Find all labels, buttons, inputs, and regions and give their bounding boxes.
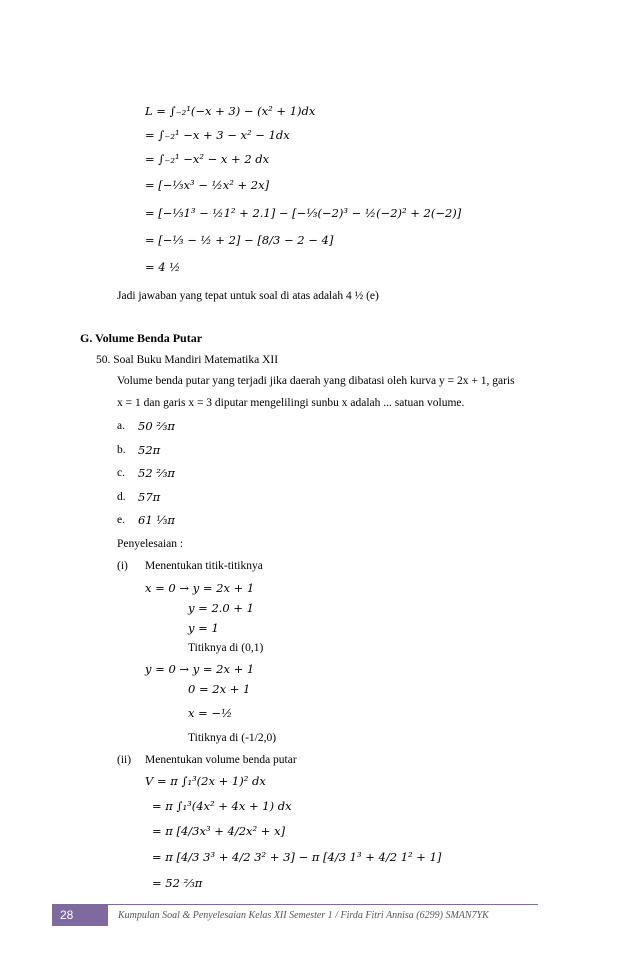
step2-result: = 52 ⅔π [152,876,203,890]
answer-text: Jadi jawaban yang tepat untuk soal di atas adalah 4 ½ (e) [117,290,379,302]
footer-text: Kumpulan Soal & Penyelesaian Kelas XII Semester 1 / Firda Fitri Annisa (6299) SMAN7YK [118,910,489,921]
problem-text-1: Volume benda putar yang terjadi jika daerah yang dibatasi oleh kurva y = 2x + 1, garis [117,375,515,387]
option-label: a. [117,420,125,432]
calc-line-1: L = ∫₋₂¹(−x + 3) − (x² + 1)dx [145,104,316,118]
option-label: b. [117,444,126,456]
step2-line: = π [4/3 3³ + 4/2 3² + 3] − π [4/3 1³ + 4/2 1² + 1] [152,850,442,864]
footer-divider [108,904,538,905]
step1-point: Titiknya di (-1/2,0) [188,732,277,744]
step1-line: x = −½ [188,706,233,720]
calc-line-6: = [−⅓ − ½ + 2] − [8/3 − 2 − 4] [145,233,334,247]
option-label: c. [117,467,125,479]
page-number: 28 [52,904,108,926]
step2-label: (ii) [117,754,132,766]
step2-line: = π ∫₁³(4x² + 4x + 1) dx [152,799,292,813]
option-label: e. [117,514,125,526]
step1-title: Menentukan titik-titiknya [145,560,263,572]
step2-line: = π [4/3x³ + 4/2x² + x] [152,824,286,838]
option-value: 61 ⅓π [138,513,175,527]
step1-line: y = 1 [188,621,219,635]
step1-line: x = 0 → y = 2x + 1 [145,581,255,595]
step1-label: (i) [117,560,128,572]
solution-label: Penyelesaian : [117,538,184,550]
step2-title: Menentukan volume benda putar [145,754,297,766]
step2-line: V = π ∫₁³(2x + 1)² dx [145,774,266,788]
option-value: 50 ⅔π [138,419,175,433]
calc-line-7: = 4 ½ [145,260,181,274]
step1-point: Titiknya di (0,1) [188,642,264,654]
calc-line-4: = [−⅓x³ − ½x² + 2x] [145,178,270,192]
step1-line: y = 2.0 + 1 [188,601,254,615]
option-label: d. [117,491,126,503]
calc-line-2: = ∫₋₂¹ −x + 3 − x² − 1dx [145,128,290,142]
calc-line-3: = ∫₋₂¹ −x² − x + 2 dx [145,152,270,166]
option-value: 57π [138,490,161,504]
option-value: 52 ⅔π [138,466,175,480]
calc-line-5: = [−⅓1³ − ½1² + 2.1] − [−⅓(−2)³ − ½(−2)² + 2(−2)] [145,206,462,220]
option-value: 52π [138,443,161,457]
problem-text-2: x = 1 dan garis x = 3 diputar mengelilingi sunbu x adalah ... satuan volume. [117,397,465,409]
problem-title: 50. Soal Buku Mandiri Matematika XII [96,354,279,366]
step1-line: y = 0 → y = 2x + 1 [145,662,255,676]
section-heading: G. Volume Benda Putar [80,331,203,345]
step1-line: 0 = 2x + 1 [188,682,251,696]
